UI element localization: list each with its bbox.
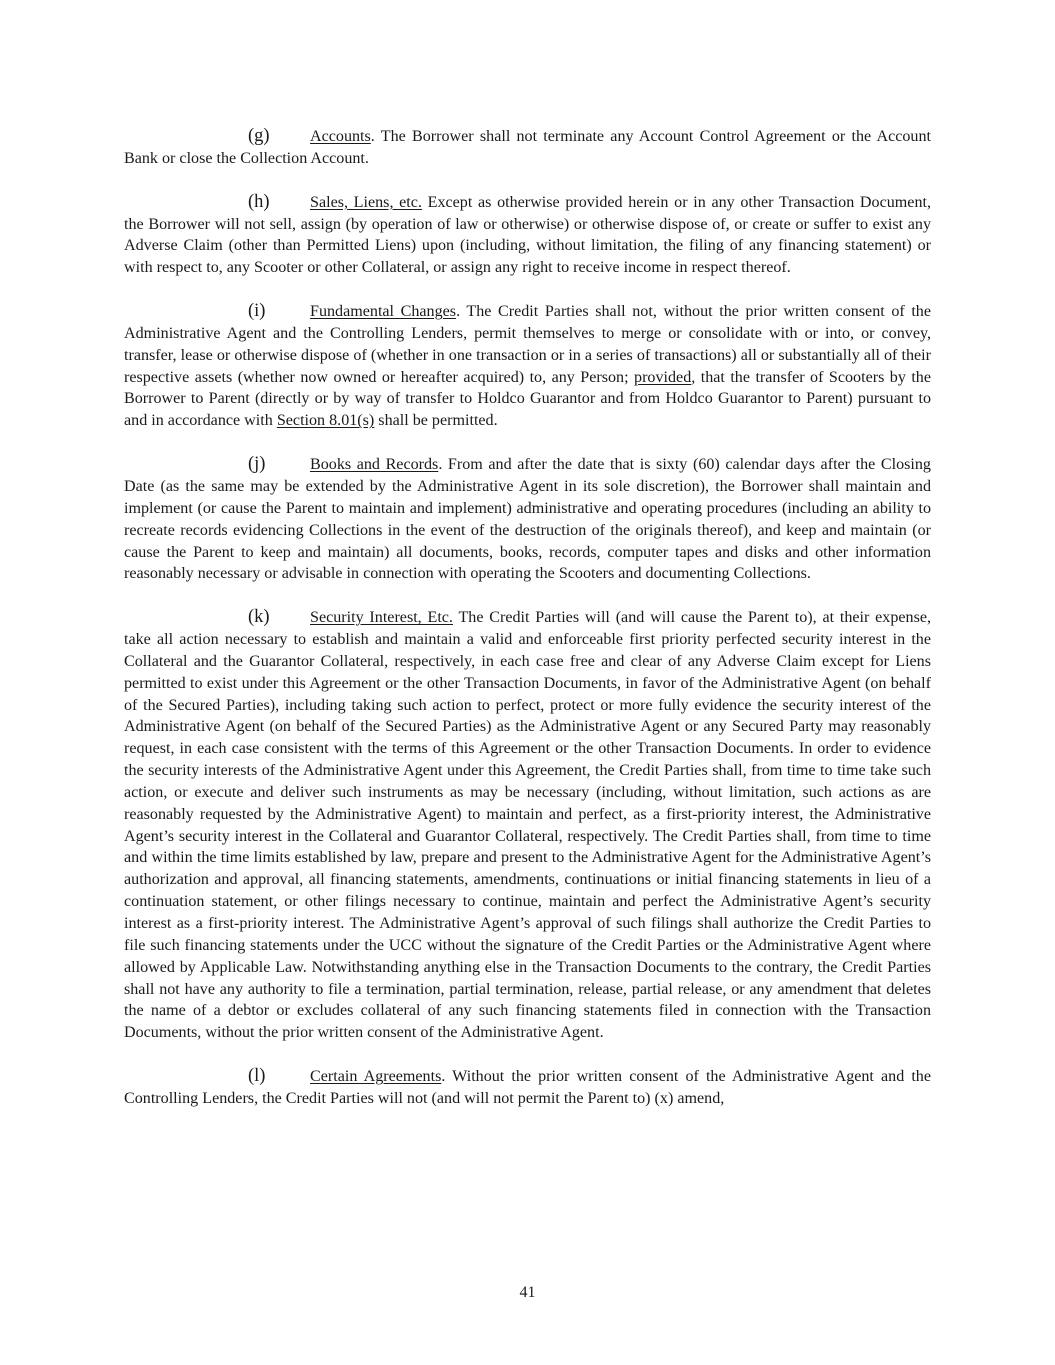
paragraph-heading: Books and Records xyxy=(310,456,439,474)
paragraph-body: . From and after the date that is sixty (60) calendar days after the Closing Date (as the same may be extended by the Administrative Agent in its sole discretion), the Borrower shall maintain and implement (or cause the Parent to maintain and implement) administrative and operating procedures (including an ability to recreate records evidencing Collections in the event of the destruction of the originals thereof), and keep and maintain (or cause the Parent to keep and maintain) all documents, books, records, computer tapes and disks and other information reasonably necessary or advisable in connection with operating the Scooters and documenting Collections. xyxy=(124,456,931,583)
document-page xyxy=(124,126,931,1132)
paragraph-body: . The Borrower shall not terminate any Account Control Agreement or the Account Bank or close the Collection Account. xyxy=(124,128,931,167)
paragraph-heading: Sales, Liens, etc. xyxy=(310,193,422,211)
paragraph-marker: (h) xyxy=(248,191,270,212)
paragraph-h xyxy=(124,192,931,279)
paragraph-heading: Certain Agreements xyxy=(310,1068,442,1086)
paragraph-g xyxy=(124,126,931,170)
paragraph-body: . The Credit Parties shall not, without the prior written consent of the Administrative Agent and the Controlling Lenders, permit themselves to merge or consolidate with or into, or convey, transfer, lease or otherwise dispose of (whether in one transaction or in a series of transactions) all or substantially all of their respective assets (whether now owned or hereafter acquired) to, any Person; xyxy=(124,303,931,386)
paragraph-marker: (g) xyxy=(248,126,270,146)
paragraph-marker: (i) xyxy=(248,301,266,322)
paragraph-heading: Security Interest, Etc. xyxy=(310,609,453,627)
paragraph-body: . Without the prior written consent of the Administrative Agent and the Controlling Lenders, the Credit Parties will not (and will not permit the Parent to) (x) amend, xyxy=(124,1068,931,1107)
paragraph-body: Except as otherwise provided herein or in any other Transaction Document, the Borrower will not sell, assign (by operation of law or otherwise) or otherwise dispose of, or create or suffer to exist any Adverse Claim (other than Permitted Liens) upon (including, without limitation, the filing of any financing statement) or with respect to, any Scooter or other Collateral, or assign any right to receive income in respect thereof. xyxy=(124,193,931,277)
paragraph-marker: (k) xyxy=(248,607,270,628)
paragraph-j xyxy=(124,454,931,585)
paragraph-body: The Credit Parties will (and will cause the Parent to), at their expense, take all action necessary to establish and maintain a valid and enforceable first priority perfected security interest in the Collateral and the Guarantor Collateral, respectively, in each case free and clear of any Adverse Claim except for Liens permitted to exist under this Agreement or the other Transaction Documents, in favor of the Administrative Agent (on behalf of the Secured Parties), including taking such action to perfect, protect or more fully evidence the security interest of the Administrative Agent (on behalf of the Secured Parties) as the Administrative Agent or any Secured Party may reasonably request, in each case consistent with the terms of this Agreement or the other Transaction Documents. In order to evidence the security interests of the Administrative Agent under this Agreement, the Credit Parties shall, from time to time take such action, or execute and deliver such instruments as may be necessary (including, without limitation, such actions as are reasonably requested by the Administrative Agent) to maintain and perfect, as a first-priority interest, the Administrative Agent’s security interest in the Collateral and Guarantor Collateral, respectively. The Credit Parties shall, from time to time and within the time limits established by law, prepare and present to the Administrative Agent for the Administrative Agent’s authorization and approval, all financing statements, amendments, continuations or initial financing statements in lieu of a continuation statement, or other filings necessary to continue, maintain and perfect the Administrative Agent’s security interest as a first-priority interest. The Administrative Agent’s approval of such filings shall authorize the Credit Parties to file such financing statements under the UCC without the signature of the Credit Parties or the Administrative Agent where allowed by Applicable Law. Notwithstanding anything else in the Transaction Documents to the contrary, the Credit Parties shall not have any authority to file a termination, partial termination, release, partial release, or any amendment that deletes the name of a debtor or excludes collateral of any such financing statements filed in connection with the Transaction Documents, without the prior written consent of the Administrative Agent. xyxy=(124,609,931,1042)
paragraph-heading: Fundamental Changes xyxy=(310,303,457,321)
paragraph-body: shall be permitted. xyxy=(374,412,498,430)
paragraph-body: , that the transfer of Scooters by the Borrower to Parent (directly or by way of transfer to Holdco Guarantor and from Holdco Guarantor to Parent) pursuant to and in accordance with xyxy=(124,368,932,430)
section-reference: Section 8.01(s) xyxy=(276,412,375,430)
paragraph-l xyxy=(124,1066,931,1110)
paragraph-k xyxy=(124,607,931,1044)
paragraph-marker: (j) xyxy=(248,454,266,475)
paragraph-heading: Accounts xyxy=(310,128,371,145)
page-number: 41 xyxy=(519,1284,536,1301)
paragraph-marker: (l) xyxy=(248,1066,266,1087)
paragraph-i xyxy=(124,301,931,432)
provided-term: provided xyxy=(634,368,692,386)
